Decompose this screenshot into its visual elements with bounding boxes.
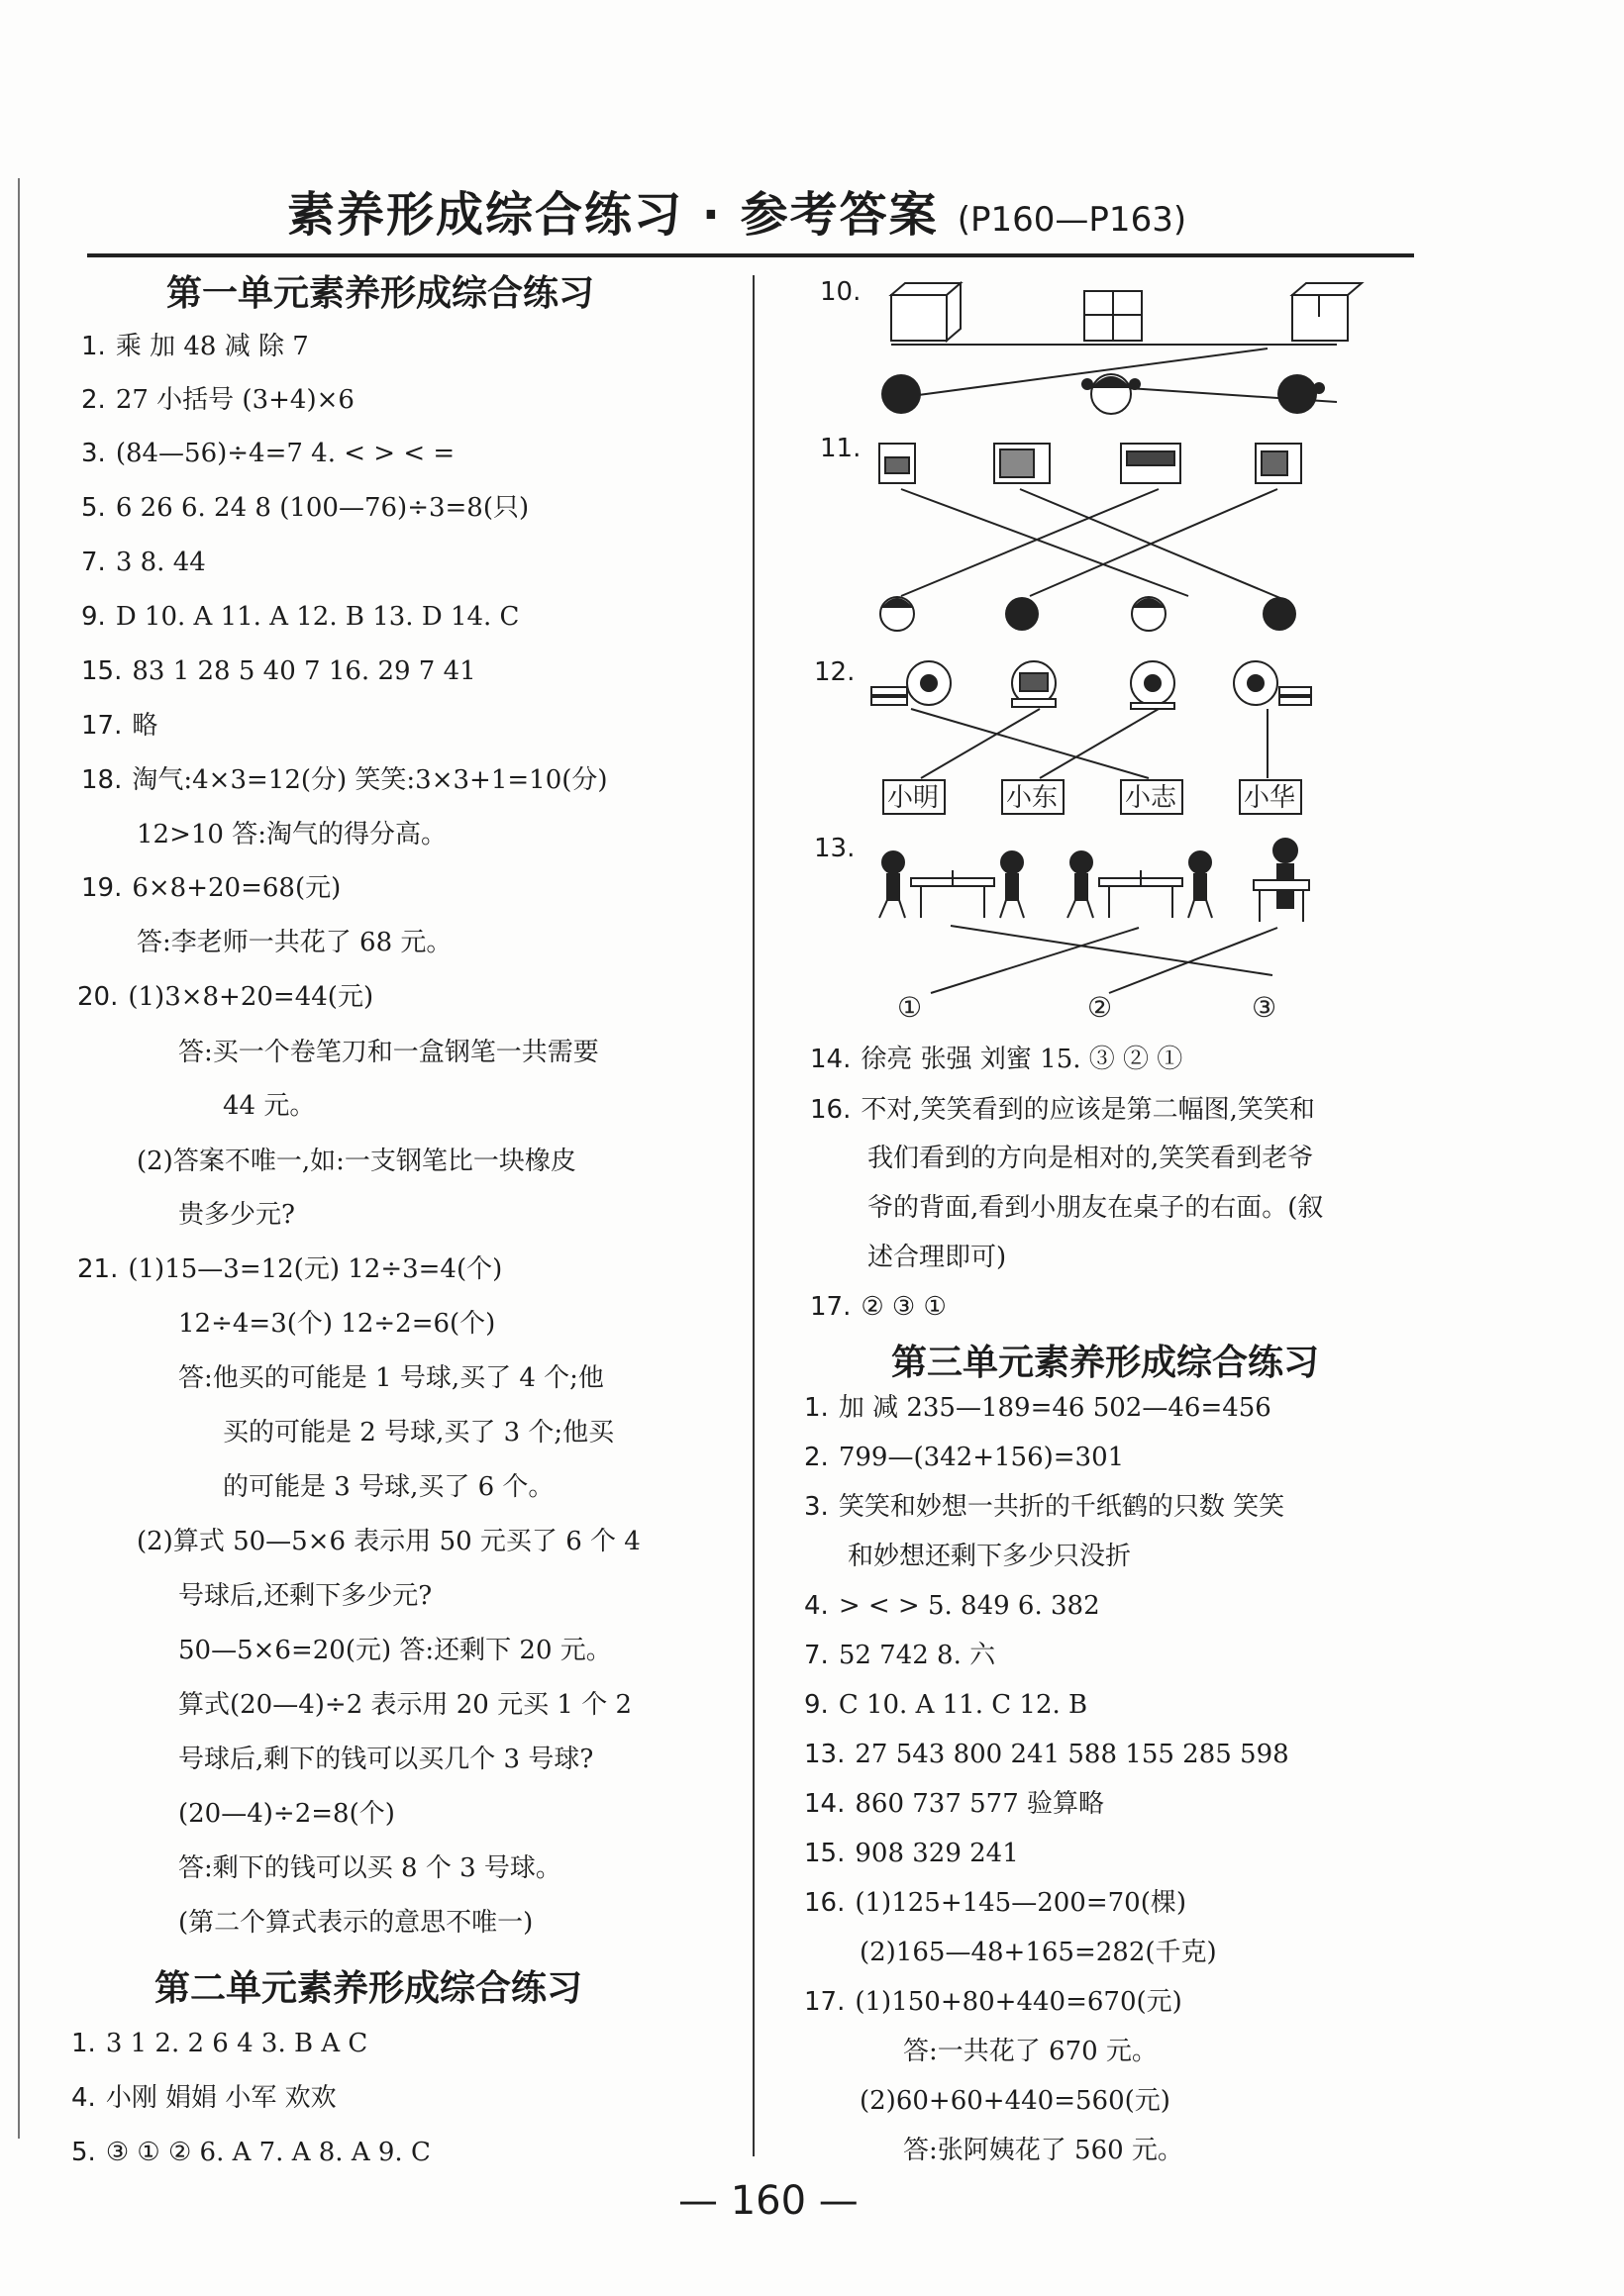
answer-text: 799—(342+156)=301 (838, 1443, 1125, 1472)
answer-text: 3 1 2. 2 6 4 3. B A C (105, 2029, 368, 2058)
answer-num: 16. (810, 1095, 852, 1125)
answer-num: 5. (71, 2138, 96, 2167)
answer-num: 18. (81, 765, 123, 795)
answer-text: 和妙想还剩下多少只没折 (848, 1542, 1132, 1571)
answer-line (178, 1906, 533, 1940)
answer-text: 50—5×6=20(元) 答:还剩下 20 元。 (178, 1636, 612, 1665)
q10-label: 10. (820, 277, 862, 307)
answer-line (867, 1241, 1006, 1274)
answer-num: 14. (810, 1045, 852, 1074)
answer-text: (1)125+145—200=70(棵) (855, 1888, 1187, 1918)
ping-pong-scene-icon (1067, 851, 1212, 918)
ping-pong-scene-icon (879, 851, 1024, 918)
q13-label: 13. (814, 834, 856, 863)
answer-line (178, 1797, 395, 1831)
answer-line (137, 926, 452, 959)
name-label: 小志 (1125, 783, 1177, 813)
answer-line (77, 1252, 502, 1286)
page-number: — 160 — (678, 2178, 859, 2224)
answer-text: 乘 加 48 减 除 7 (115, 332, 309, 361)
page-title (287, 176, 1186, 245)
microwave-icon (994, 444, 1050, 483)
answer-line (81, 546, 206, 579)
answer-line (860, 1936, 1217, 1969)
answer-num: 4. (804, 1591, 829, 1621)
child-head-icon (1263, 597, 1296, 631)
answer-text: 答:剩下的钱可以买 8 个 3 号球。 (178, 1853, 561, 1883)
answer-num: 9. (804, 1690, 829, 1720)
answer-num: 1. (71, 2029, 96, 2058)
answer-num: 3. (804, 1492, 829, 1522)
answer-text: 号球后,还剩下多少元? (178, 1581, 433, 1611)
answer-text: 6 26 6. 24 8 (100—76)÷3=8(只) (115, 493, 530, 523)
match-line (1030, 489, 1277, 596)
answer-text: 27 小括号 (3+4)×6 (115, 385, 355, 415)
answer-line (804, 1787, 1104, 1821)
answer-num: 19. (81, 873, 123, 903)
radio-icon (1121, 444, 1180, 483)
answer-text: 答:一共花了 670 元。 (903, 2037, 1158, 2066)
answer-line (81, 763, 608, 797)
answer-line (867, 1191, 1323, 1225)
match-line (901, 489, 1159, 596)
answer-text: ② ③ ① (861, 1292, 947, 1322)
answer-text: (1)3×8+20=44(元) (128, 982, 374, 1012)
answer-num: 1. (81, 332, 106, 361)
answer-line (178, 1579, 432, 1613)
answer-text: 略 (132, 711, 158, 741)
answer-line (867, 1142, 1313, 1175)
answer-num: 16. (804, 1888, 846, 1918)
answer-line (903, 2035, 1158, 2068)
answer-num: 7. (804, 1641, 829, 1670)
answer-line (804, 1490, 1284, 1524)
ball-on-blocks-icon (1131, 661, 1174, 709)
answer-line (71, 2081, 337, 2115)
answer-num: 17. (804, 1987, 846, 2017)
q12-label: 12. (814, 657, 856, 687)
child-head-icon (1005, 597, 1039, 631)
match-line (1040, 709, 1159, 778)
answer-line (71, 2027, 367, 2060)
answer-line (810, 1290, 947, 1324)
answer-line (223, 1089, 315, 1123)
q12-figure (862, 653, 1327, 822)
answer-text: 徐亮 张强 刘蜜 15. ③ ② ① (861, 1045, 1183, 1074)
answer-line (71, 2136, 431, 2169)
answer-num: 13. (804, 1740, 846, 1769)
answer-line (81, 330, 309, 363)
q10-figure (862, 277, 1376, 426)
page-title-text: 素养形成综合练习 · 参考答案 (287, 187, 939, 243)
answer-line (860, 2084, 1170, 2118)
answer-text: 加 减 235—189=46 502—46=456 (838, 1393, 1271, 1423)
answer-text: 答:李老师一共花了 68 元。 (137, 928, 453, 957)
answer-line (804, 1589, 1100, 1623)
unit3-heading: 第三单元素养形成综合练习 (891, 1343, 1320, 1383)
answer-text: 12>10 答:淘气的得分高。 (137, 820, 447, 849)
answer-text: 6×8+20=68(元) (132, 873, 342, 903)
answer-line (810, 1093, 1315, 1127)
answer-text: 908 329 241 (855, 1839, 1019, 1868)
answer-text: 860 737 577 验算略 (855, 1789, 1105, 1819)
answer-num: 7. (81, 548, 106, 577)
answer-text: ③ ① ② 6. A 7. A 8. A 9. C (105, 2138, 431, 2167)
answer-line (178, 1634, 612, 1667)
answer-text: > < > 5. 849 6. 382 (838, 1591, 1100, 1621)
answer-line (804, 1639, 995, 1672)
answer-line (81, 600, 519, 634)
answer-text: 答:张阿姨花了 560 元。 (903, 2136, 1183, 2165)
title-rule (87, 253, 1414, 257)
answer-line (223, 1470, 554, 1504)
answer-text: (第二个算式表示的意思不唯一) (178, 1908, 534, 1938)
answer-text: (2)165—48+165=282(千克) (860, 1938, 1217, 1967)
answer-text: 小刚 娟娟 小军 欢欢 (105, 2083, 337, 2113)
answer-line (178, 1361, 604, 1395)
answer-num: 17. (810, 1292, 852, 1322)
answer-text: 算式(20—4)÷2 表示用 20 元买 1 个 2 (178, 1690, 632, 1720)
answer-line (804, 1985, 1182, 2019)
answer-text: 44 元。 (223, 1091, 316, 1121)
column-divider (753, 275, 755, 2156)
answer-line (137, 1145, 576, 1178)
answer-text: 买的可能是 2 号球,买了 3 个;他买 (223, 1418, 615, 1447)
match-line (931, 928, 1139, 993)
ball-on-blocks-icon (1012, 661, 1056, 707)
answer-num: 2. (81, 385, 106, 415)
name-label: 小明 (887, 783, 940, 813)
answer-text: 答:买一个卷笔刀和一盒钢笔一共需要 (178, 1038, 599, 1067)
answer-line (81, 654, 476, 688)
answer-line (903, 2134, 1183, 2167)
answer-text: (1)15—3=12(元) 12÷3=4(个) (128, 1254, 503, 1284)
answer-text: 83 1 28 5 40 7 16. 29 7 41 (132, 656, 476, 686)
box-icon (1292, 283, 1362, 341)
answer-num: 3. (81, 439, 106, 468)
answer-line (178, 1851, 561, 1885)
answer-num: 2. (804, 1443, 829, 1472)
q11-figure (862, 428, 1327, 636)
answer-line (804, 1738, 1289, 1771)
answer-num: 15. (804, 1839, 846, 1868)
answer-line (178, 1198, 295, 1232)
answer-text: 贵多少元? (178, 1200, 295, 1230)
answer-line (804, 1837, 1019, 1870)
answer-text: (2)答案不唯一,如:一支钢笔比一块橡皮 (137, 1147, 576, 1176)
answer-text: 3 8. 44 (115, 548, 206, 577)
girl-head-icon (1081, 374, 1141, 414)
option-number: ② (1087, 991, 1113, 1024)
answer-line (81, 383, 355, 417)
ping-pong-scene-icon (1254, 839, 1309, 922)
box-icon (891, 283, 961, 341)
answer-text: 述合理即可) (867, 1243, 1007, 1272)
answer-line (178, 1036, 599, 1069)
answer-text: 12÷4=3(个) 12÷2=6(个) (178, 1309, 496, 1339)
answer-text: 淘气:4×3=12(分) 笑笑:3×3+1=10(分) (132, 765, 608, 795)
answer-text: 答:他买的可能是 1 号球,买了 4 个;他 (178, 1363, 604, 1393)
answer-text: (84—56)÷4=7 4. < > < = (115, 439, 456, 468)
answer-text: (1)150+80+440=670(元) (855, 1987, 1182, 2017)
match-line (951, 926, 1272, 975)
answer-line (848, 1540, 1131, 1573)
answer-text: (2)60+60+440=560(元) (860, 2086, 1170, 2116)
girl-head-icon (1277, 374, 1325, 414)
oven-icon (1256, 444, 1301, 483)
gift-box-icon (1084, 291, 1142, 341)
answer-text: 号球后,剩下的钱可以买几个 3 号球? (178, 1745, 594, 1774)
answer-num: 17. (81, 711, 123, 741)
answer-line (804, 1441, 1124, 1474)
name-label: 小华 (1244, 783, 1296, 813)
answer-num: 21. (77, 1254, 119, 1284)
q11-label: 11. (820, 434, 862, 463)
child-head-icon (881, 374, 921, 414)
answer-text: C 10. A 11. C 12. B (838, 1690, 1088, 1720)
name-label: 小东 (1006, 783, 1059, 813)
answer-line (81, 437, 455, 470)
answer-line (804, 1886, 1186, 1920)
answer-line (81, 709, 157, 743)
answer-line (137, 1525, 641, 1558)
answer-num: 20. (77, 982, 119, 1012)
unit1-heading: 第一单元素养形成综合练习 (166, 273, 595, 314)
answer-line (178, 1307, 495, 1341)
answer-text: D 10. A 11. A 12. B 13. D 14. C (115, 602, 520, 632)
answer-num: 9. (81, 602, 106, 632)
girl-head-icon (880, 597, 914, 631)
answer-line (178, 1743, 593, 1776)
answer-line (804, 1688, 1087, 1722)
answer-line (77, 980, 373, 1014)
answer-num: 14. (804, 1789, 846, 1819)
answer-line (223, 1416, 614, 1449)
answer-line (810, 1043, 1182, 1076)
match-line (1020, 489, 1287, 601)
page-range: (P160—P163) (957, 200, 1187, 240)
answer-num: 15. (81, 656, 123, 686)
answer-line (81, 491, 529, 525)
answer-num: 5. (81, 493, 106, 523)
answer-text: 不对,笑笑看到的应该是第二幅图,笑笑和 (861, 1095, 1315, 1125)
left-margin-line (18, 178, 20, 2139)
answer-line (81, 871, 341, 905)
answer-text: 27 543 800 241 588 155 285 598 (855, 1740, 1289, 1769)
answer-text: 笑笑和妙想一共折的千纸鹤的只数 笑笑 (838, 1492, 1285, 1522)
answer-text: (20—4)÷2=8(个) (178, 1799, 395, 1829)
answer-text: 爷的背面,看到小朋友在桌子的右面。(叙 (867, 1193, 1324, 1223)
answer-line (137, 818, 447, 851)
q13-figure (862, 827, 1327, 1025)
match-line (1109, 928, 1277, 993)
appliance-icon (879, 444, 915, 483)
unit2-heading: 第二单元素养形成综合练习 (154, 1968, 583, 2009)
answer-text: (2)算式 50—5×6 表示用 50 元买了 6 个 4 (137, 1527, 641, 1556)
answer-line (804, 1391, 1271, 1425)
answer-num: 1. (804, 1393, 829, 1423)
match-line (911, 709, 1149, 778)
option-number: ③ (1252, 991, 1277, 1024)
option-number: ① (897, 991, 923, 1024)
answer-text: 52 742 8. 六 (838, 1641, 996, 1670)
ball-on-blocks-icon (871, 661, 951, 705)
answer-text: 我们看到的方向是相对的,笑笑看到老爷 (867, 1144, 1314, 1173)
ball-on-blocks-icon (1234, 661, 1311, 705)
answer-num: 4. (71, 2083, 96, 2113)
answer-line (178, 1688, 632, 1722)
answer-text: 的可能是 3 号球,买了 6 个。 (223, 1472, 555, 1502)
girl-head-icon (1132, 597, 1166, 631)
match-line (921, 709, 1040, 778)
